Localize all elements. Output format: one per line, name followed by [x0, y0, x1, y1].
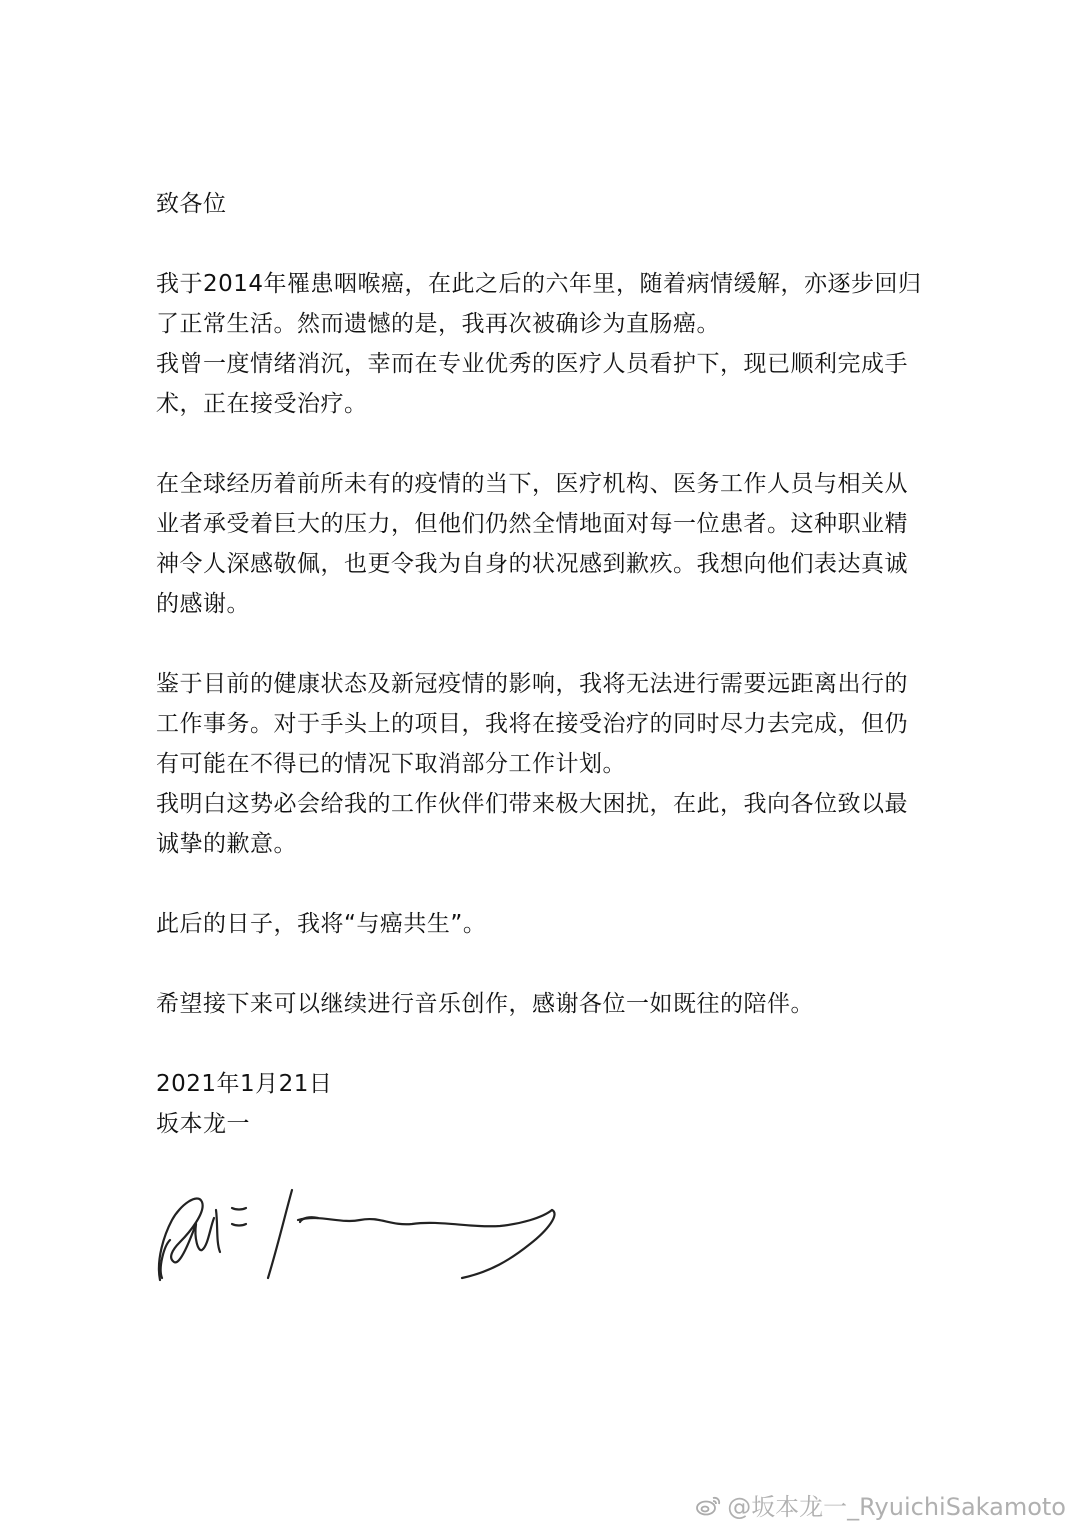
paragraph-diagnosis	[156, 264, 922, 424]
paragraph-line: 神令人深感敬佩，也更令我为自身的状况感到歉疚。我想向他们表达真诚	[156, 551, 908, 577]
handwritten-signature	[150, 1180, 570, 1290]
paragraph-line: 了正常生活。然而遗憾的是，我再次被确诊为直肠癌。	[156, 311, 720, 337]
paragraph-line: 我明白这势必会给我的工作伙伴们带来极大困扰，在此，我向各位致以最	[156, 791, 908, 817]
weibo-icon	[695, 1493, 723, 1517]
paragraph-line: 诚挚的歉意。	[156, 831, 297, 857]
paragraph-line: 工作事务。对于手头上的项目，我将在接受治疗的同时尽力去完成，但仍	[156, 711, 908, 737]
weibo-watermark	[695, 1487, 1066, 1522]
paragraph-line: 业者承受着巨大的压力，但他们仍然全情地面对每一位患者。这种职业精	[156, 511, 908, 537]
signatory-name: 坂本龙一	[156, 1111, 250, 1137]
closing-block	[156, 1064, 916, 1144]
paragraph-line: 此后的日子，我将“与癌共生”。	[156, 911, 487, 937]
paragraph-line: 希望接下来可以继续进行音乐创作，感谢各位一如既往的陪伴。	[156, 991, 814, 1017]
paragraph-line: 的感谢。	[156, 591, 250, 617]
paragraph-closing	[156, 984, 916, 1024]
letter-date: 2021年1月21日	[156, 1071, 333, 1097]
paragraph-future	[156, 904, 916, 944]
paragraph-line: 术，正在接受治疗。	[156, 391, 368, 417]
paragraph-line: 在全球经历着前所未有的疫情的当下，医疗机构、医务工作人员与相关从	[156, 471, 908, 497]
paragraph-line: 有可能在不得已的情况下取消部分工作计划。	[156, 751, 626, 777]
paragraph-work	[156, 664, 916, 864]
paragraph-gratitude	[156, 464, 916, 624]
watermark-text: @坂本龙一_RyuichiSakamoto	[727, 1493, 1066, 1521]
paragraph-line: 我于2014年罹患咽喉癌，在此之后的六年里，随着病情缓解，亦逐步回归	[156, 271, 922, 297]
paragraph-line: 鉴于目前的健康状态及新冠疫情的影响，我将无法进行需要远距离出行的	[156, 671, 908, 697]
letter-body	[156, 184, 922, 1144]
paragraph-line: 我曾一度情绪消沉，幸而在专业优秀的医疗人员看护下，现已顺利完成手	[156, 351, 908, 377]
greeting: 致各位	[156, 191, 227, 217]
